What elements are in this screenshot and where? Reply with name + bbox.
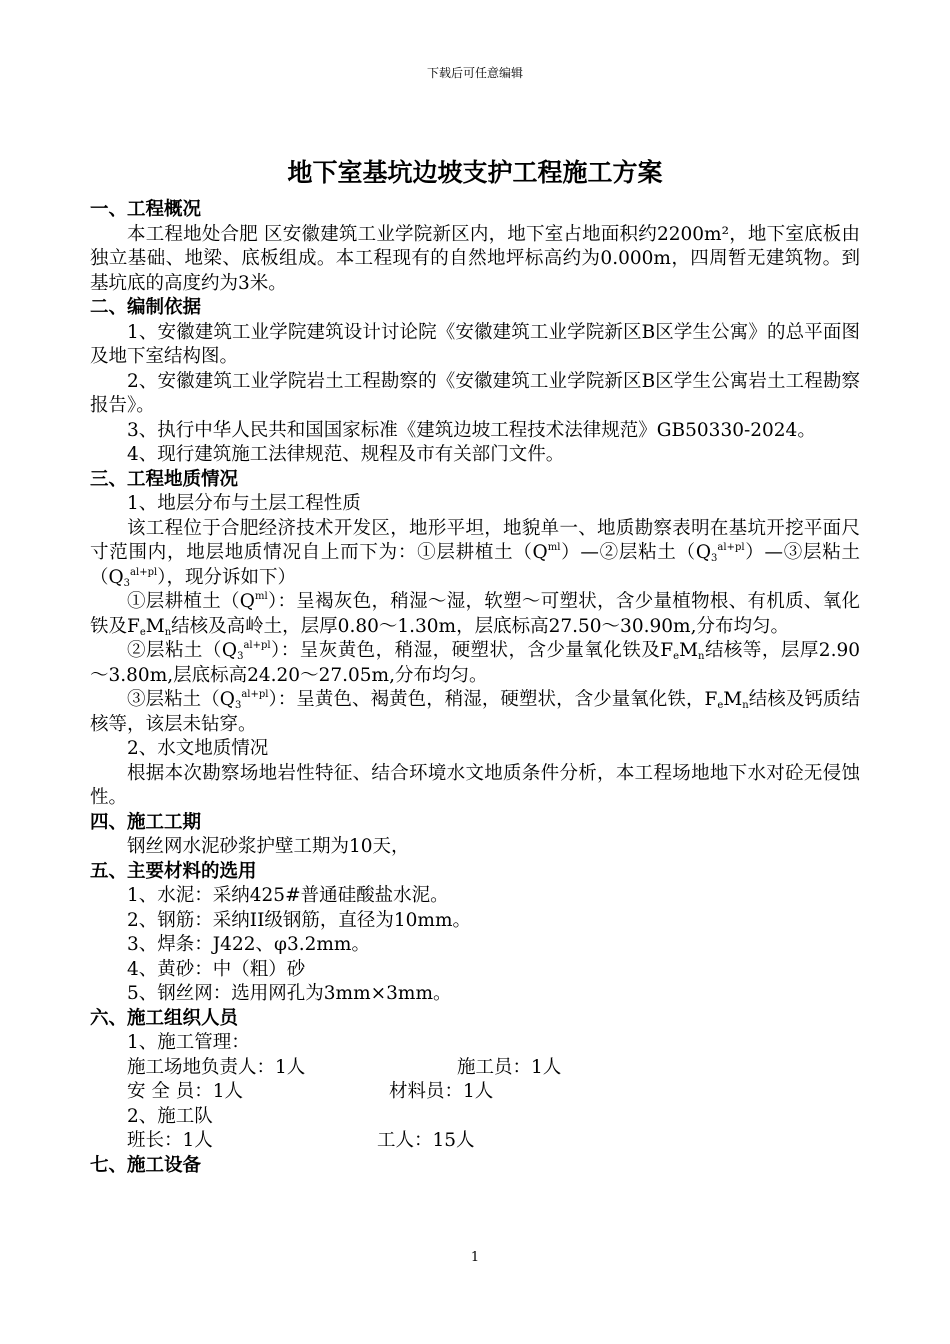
materials-item-2: 2、钢筋：采纳II级钢筋，直径为10mm。 (127, 909, 472, 931)
constructor-count: 施工员：1人 (457, 1056, 562, 1078)
team-leader-count: 班长：1人 (127, 1130, 213, 1151)
staffing-subheading-management: 1、施工管理： (127, 1032, 250, 1053)
materials-item-4: 4、黄砂：中（粗）砂 (127, 958, 306, 980)
geology-subheading-strata: 1、地层分布与土层工程性质 (127, 493, 361, 514)
overview-paragraph: 本工程地处合肥 区安徽建筑工业学院新区内，地下室占地面积约2200m²，地下室底板由独立基础、地梁、底板组成。本工程现有的自然地坪标高约为0.000m，四周暂无建筑物。到基坑底的高度约为3米。 (90, 223, 860, 294)
geology-layer-1: ①层耕植土$(Q^{ml})$：呈褐灰色，稍湿～湿，软塑～可塑状，含少量植物根、有机质、氧化铁及$F_eM_n$结核及高岭土，层厚0.80～1.30m，层底标高27.50～30.90m,分布均匀。 (90, 591, 860, 638)
section-heading-equipment: 七、施工设备 (90, 1154, 202, 1176)
basis-item-1: 1、安徽建筑工业学院建筑设计讨论院《安徽建筑工业学院新区B区学生公寓》的总平面图及地下室结构图。 (90, 321, 860, 367)
basis-item-4: 4、现行建筑施工法律规范、规程及市有关部门文件。 (127, 444, 565, 465)
geology-layer-2: ②层粘土$(Q_3^{al+pl})$：呈灰黄色，稍湿，硬塑状，含少量氧化铁及$F_eM_n$结核等，层厚2.90～3.80m,层底标高24.20～27.05m,分布均匀。 (90, 640, 860, 686)
materials-item-1: 1、水泥：采纳425#普通硅酸盐水泥。 (127, 885, 449, 906)
staffing-row-1 (90, 1056, 860, 1081)
section-heading-overview: 一、工程概况 (90, 199, 202, 220)
geology-intro: 该工程位于合肥经济技术开发区，地形平坦，地貌单一、地质勘察表明在基坑开挖平面尺寸范围内，地层地质情况自上而下为：①层耕植土$(Q^{ml})—②$层粘土$(Q_3^{al+pl})—③$层粘土$(Q_3^{al+pl})$，现分诉如下） (90, 517, 860, 589)
staffing-row-3 (90, 1129, 860, 1154)
basis-item-3: 3、执行中华人民共和国国家标准《建筑边坡工程技术法律规范》GB50330-2024。 (127, 419, 816, 441)
site-manager-count: 施工场地负责人：1人 (127, 1056, 306, 1078)
geology-layer-3: ③层粘土$(Q_3^{al+pl})$：呈黄色、褐黄色，稍湿，硬塑状，含少量氧化铁，$F_eM_n$结核及钙质结核等，该层未钻穿。 (90, 689, 860, 735)
section-heading-materials: 五、主要材料的选用 (90, 860, 257, 882)
material-officer-count: 材料员：1人 (389, 1081, 494, 1102)
schedule-paragraph: 钢丝网水泥砂浆护壁工期为10天， (127, 836, 410, 857)
materials-item-5: 5、钢丝网：选用网孔为3mm×3mm。 (127, 983, 452, 1004)
page-number: 1 (470, 1250, 480, 1265)
basis-item-2: 2、安徽建筑工业学院岩土工程勘察的《安徽建筑工业学院新区B区学生公寓岩土工程勘察报告》。 (90, 370, 860, 416)
geology-subheading-hydro: 2、水文地质情况 (127, 738, 269, 759)
staffing-row-2 (90, 1080, 860, 1105)
document-body (90, 198, 860, 1178)
safety-officer-count: 安 全 员：1人 (127, 1081, 244, 1102)
document-title: 地下室基坑边坡支护工程施工方案 (287, 158, 663, 187)
section-heading-basis: 二、编制依据 (90, 297, 202, 318)
worker-count: 工人：15人 (377, 1130, 475, 1151)
hydro-paragraph: 根据本次勘察场地岩性特征、结合环境水文地质条件分析，本工程场地地下水对砼无侵蚀性。 (90, 762, 860, 808)
page-header-note: 下载后可任意编辑 (426, 66, 523, 80)
staffing-subheading-team: 2、施工队 (127, 1105, 213, 1127)
section-heading-schedule: 四、施工工期 (90, 811, 202, 833)
section-heading-staffing: 六、施工组织人员 (90, 1007, 239, 1029)
materials-item-3: 3、焊条：J422、φ3.2mm。 (127, 934, 370, 955)
section-heading-geology: 三、工程地质情况 (90, 468, 239, 490)
